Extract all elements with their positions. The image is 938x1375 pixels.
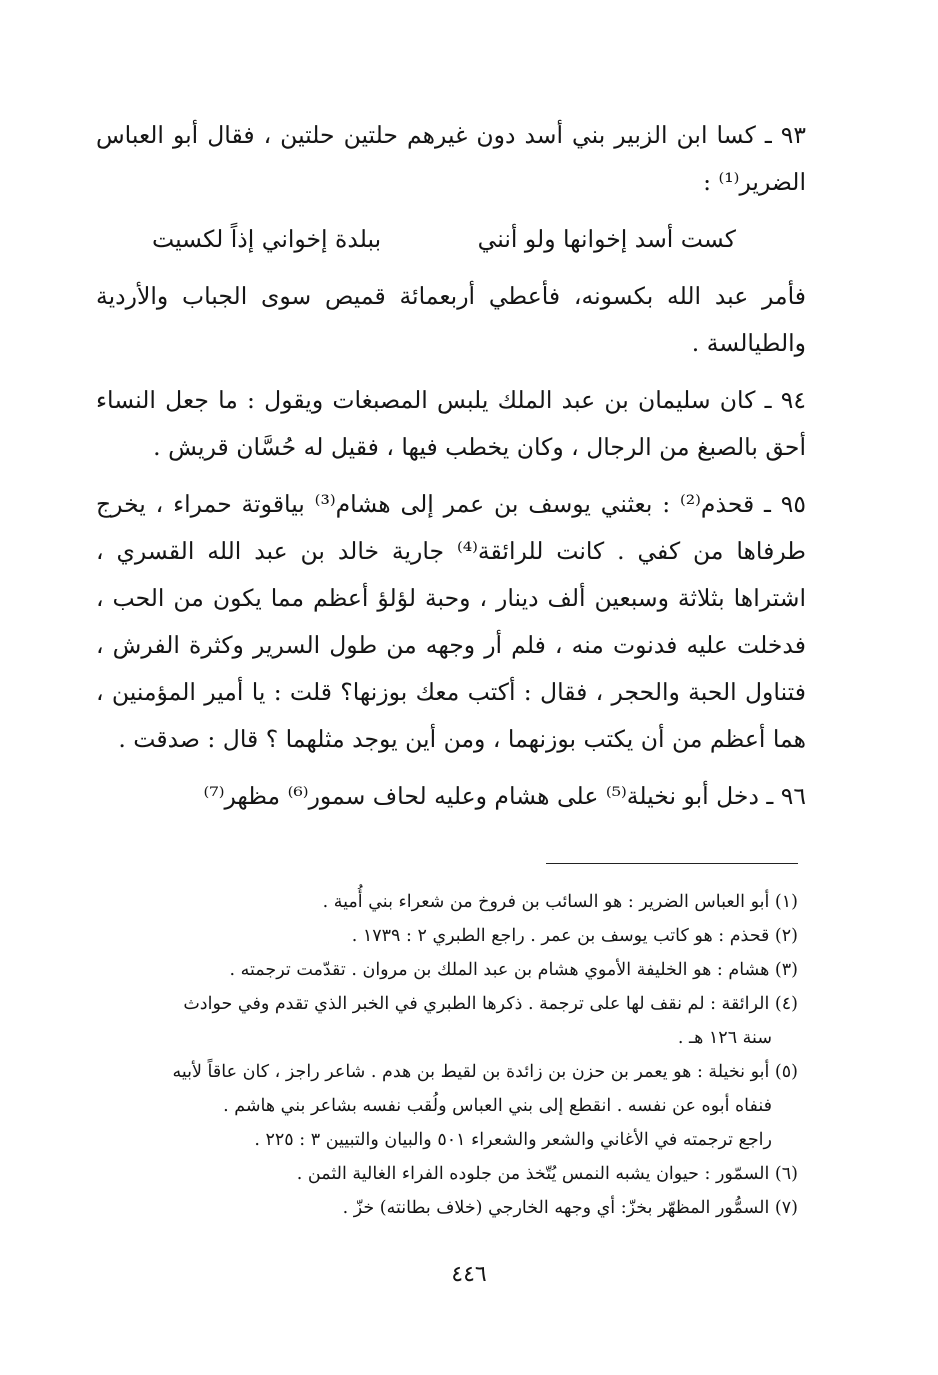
footnote-4-line: (٤) الرائقة : لم نقف لها على ترجمة . ذكرها الطبري في الخبر الذي تقدم وفي حوادث	[183, 994, 798, 1014]
footnote-5-continuation-1: فنفاه أبوه عن نفسه . انقطع إلى بني العباس ولُقب نفسه بشاعر بني هاشم .	[223, 1096, 772, 1116]
footnote-3: (٣) هشام : هو الخليفة الأموي هشام بن عبد الملك بن مروان . تقدّمت ترجمته .	[229, 960, 798, 980]
footnote-5	[96, 1055, 798, 1157]
footnote-6: (٦) السمّور : حيوان يشبه النمس يُتّخذ من جلوده الفراء الغالية الثمن .	[296, 1164, 798, 1184]
footnotes	[96, 885, 798, 1225]
verse-line	[96, 216, 806, 263]
footnote-4-continuation: سنة ١٢٦ هـ .	[677, 1028, 772, 1048]
footnote-1: (١) أبو العباس الضرير : هو السائب بن فروخ من شعراء بني أُمية .	[322, 892, 798, 912]
paragraph-93-after: فأمر عبد الله بكسونه، فأعطي أربعمائة قميص سوى الجباب والأردية والطيالسة .	[96, 282, 806, 357]
footnote-5-line: (٥) أبو نخيلة : هو يعمر بن حزن بن زائدة بن لقيط بن هدم . شاعر راجز ، كان عاقاً لأبيه	[172, 1062, 798, 1082]
paragraph-94: ٩٤ ـ كان سليمان بن عبد الملك يلبس المصبغات ويقول : ما جعل النساء أحق بالصبغ من الرجال ، وكان يخطب فيها ، فقيل له حُسَّان قريش .	[96, 386, 806, 461]
footnote-7: (٧) السمُّور المظهّر بخزّ: أي وجهه الخارجي (خلاف بطانته) خزّ .	[342, 1198, 798, 1218]
verse-first-hemistich: كست أسد إخوانها ولو أنني	[477, 225, 736, 253]
footnote-divider	[546, 863, 798, 864]
footnote-5-continuation-2: راجع ترجمته في الأغاني والشعر والشعراء ٥٠١ والبيان والتبيين ٣ : ٢٢٥ .	[254, 1130, 772, 1150]
paragraph-96: ٩٦ ـ دخل أبو نخيلة⁽⁵⁾ على هشام وعليه لحاف سمور⁽⁶⁾ مظهر⁽⁷⁾	[203, 782, 806, 810]
paragraph-93-intro: ٩٣ ـ كسا ابن الزبير بني أسد دون غيرهم حلتين حلتين ، فقال أبو العباس الضرير⁽¹⁾ :	[96, 121, 806, 196]
verse-second-hemistich: ببلدة إخواني إذاً لكسيت	[152, 225, 382, 253]
main-text	[96, 112, 806, 830]
footnote-2: (٢) قحذم : هو كاتب يوسف بن عمر . راجع الطبري ٢ : ١٧٣٩ .	[351, 926, 798, 946]
page-number: ٤٤٦	[451, 1262, 487, 1287]
paragraph-95: ٩٥ ـ قحذم⁽²⁾ : بعثني يوسف بن عمر إلى هشام⁽³⁾ بياقوتة حمراء ، يخرج طرفاها من كفي . كانت للرائقة⁽⁴⁾ جارية خالد بن عبد الله القسري ، اشتراها بثلاثة وسبعين ألف دينار ، وحبة لؤلؤ أعظم مما يكون من الحب ، فدخلت عليه فدنوت منه ، فلم أر وجهه من طول السرير وكثرة الفرش ، فتناول الحبة والحجر ، فقال : أكتب معك بوزنها؟ قلت : يا أمير المؤمنين ، هما أعظم من أن يكتب بوزنهما ، ومن أين يوجد مثلهما ؟ قال : صدقت .	[96, 490, 806, 753]
footnote-4	[96, 987, 798, 1055]
